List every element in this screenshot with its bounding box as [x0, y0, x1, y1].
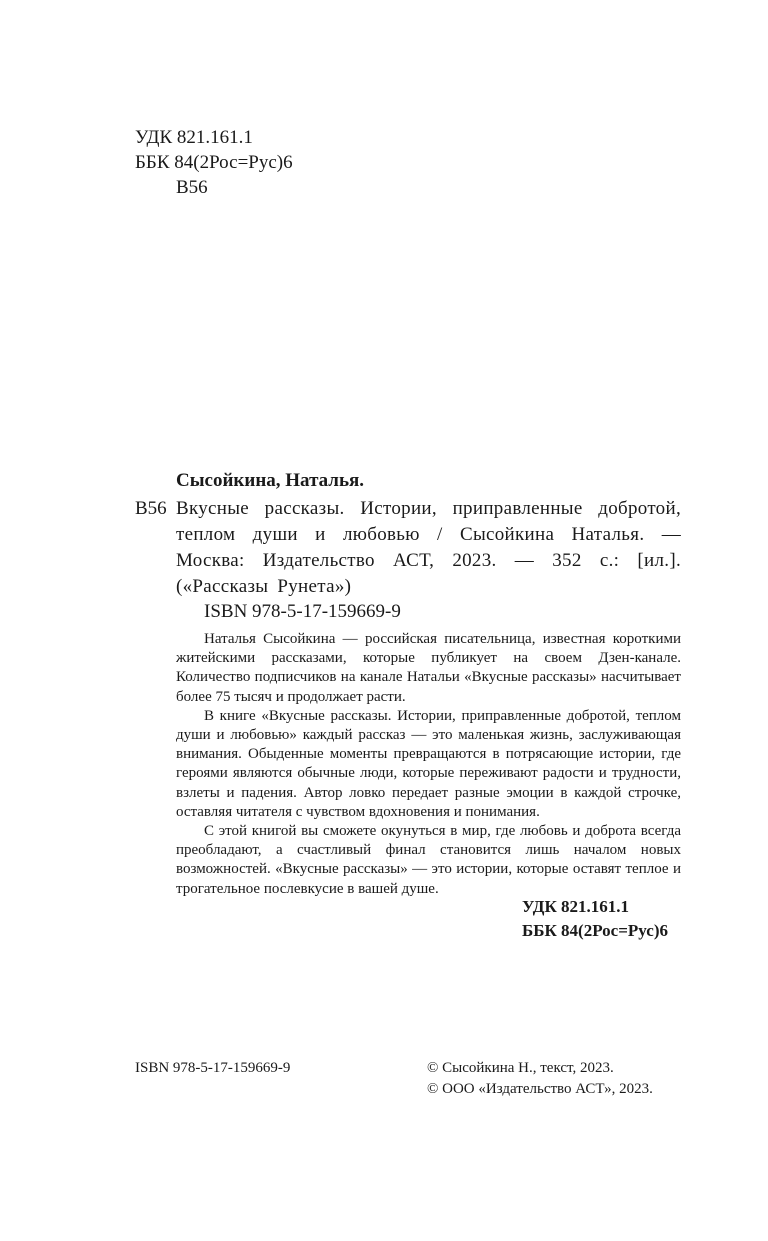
bbk-code-bottom: ББК 84(2Рос=Рус)6	[522, 921, 668, 940]
annotation	[176, 630, 681, 899]
udk-code-bottom: УДК 821.161.1	[522, 897, 630, 916]
footer-isbn: ISBN 978-5-17-159669-9	[135, 1060, 291, 1076]
catalog-author: Сысойкина, Наталья.	[176, 470, 365, 491]
annotation-paragraph: В книге «Вкусные рассказы. Истории, приправленные добротой, теплом души и любовью» каждый рассказ — это маленькая жизнь, заслуживающая внимания. Обыденные моменты превращаются в потрясающие истории, где героями являются обычные люди, которые переживают радости и трудности, взлеты и падения. Автор ловко передает разные эмоции в каждой строчке, оставляя читателя с чувством вдохновения и понимания.	[176, 707, 681, 820]
copyright-author: © Сысойкина Н., текст, 2023.	[427, 1060, 614, 1076]
bottom-classification-block	[522, 895, 668, 943]
copyright-publisher: © ООО «Издательство АСТ», 2023.	[427, 1081, 653, 1097]
copyright-block	[427, 1058, 653, 1100]
top-classification-block	[135, 125, 293, 200]
bbk-code: ББК 84(2Рос=Рус)6	[135, 152, 293, 173]
catalog-isbn: ISBN 978-5-17-159669-9	[204, 601, 401, 622]
annotation-paragraph: Наталья Сысойкина — российская писательница, известная короткими житейскими рассказами, которые публикует на своем Дзен-канале. Количество подписчиков на канале Натальи «Вкусные рассказы» насчитывает более 75 тысяч и продолжает расти.	[176, 631, 681, 705]
catalog-author-mark: В56	[135, 498, 167, 519]
annotation-paragraph: С этой книгой вы сможете окунуться в мир, где любовь и доброта всегда преобладают, а счастливый финал становится лишь началом новых возможностей. «Вкусные рассказы» — это истории, которые оставят теплое и трогательное послевкусие в вашей душе.	[176, 823, 681, 897]
udk-code: УДК 821.161.1	[135, 127, 253, 148]
author-mark: В56	[176, 177, 208, 198]
catalog-description: Вкусные рассказы. Истории, приправленные добротой, теплом души и любовью / Сысойкина Наталья. — Москва: Издательство АСТ, 2023. — 352 с.: [ил.]. («Рассказы Рунета»)	[176, 498, 681, 597]
